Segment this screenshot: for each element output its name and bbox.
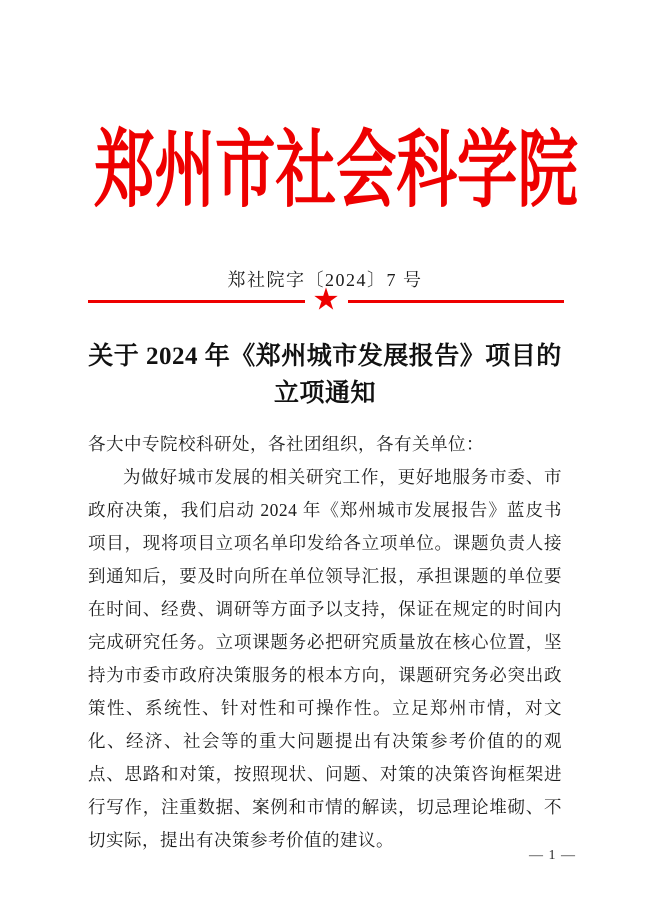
- agency-masthead: [0, 126, 650, 241]
- divider-line-left: [88, 300, 305, 303]
- page-number: — 1 —: [529, 848, 576, 863]
- notice-title: [0, 338, 650, 412]
- star-icon: ★: [313, 286, 339, 314]
- body-paragraph: 为做好城市发展的相关研究工作，更好地服务市委、市政府决策，我们启动 2024 年《郑州城市发展报告》蓝皮书项目，现将项目立项名单印发给各立项单位。课题负责人接到通知后，要及时向所在单位领导汇报，承担课题的单位要在时间、经费、调研等方面予以支持，保证在规定的时间内完成研究任务。立项课题务必把研究质量放在核心位置，坚持为市委市政府决策服务的根本方向，课题研究务必突出政策性、系统性、针对性和可操作性。立足郑州市情，对文化、经济、社会等的重大问题提出有决策参考价值的的观点、思路和对策，按照现状、问题、对策的决策咨询框架进行写作，注重数据、案例和市情的解读，切忌理论堆砌、不切实际，提出有决策参考价值的建议。: [88, 467, 562, 850]
- document-body: [88, 428, 562, 857]
- red-divider: [88, 286, 564, 314]
- notice-title-line2: 立项通知: [273, 380, 376, 407]
- notice-title-line1: 关于 2024 年《郑州城市发展报告》项目的: [88, 343, 562, 370]
- salutation: 各大中专院校科研处，各社团组织，各有关单位：: [88, 434, 484, 454]
- agency-name: 郑州市社会科学院: [94, 125, 578, 218]
- doc-number: 郑社院字〔2024〕7 号: [227, 270, 423, 290]
- divider-line-right: [348, 300, 565, 303]
